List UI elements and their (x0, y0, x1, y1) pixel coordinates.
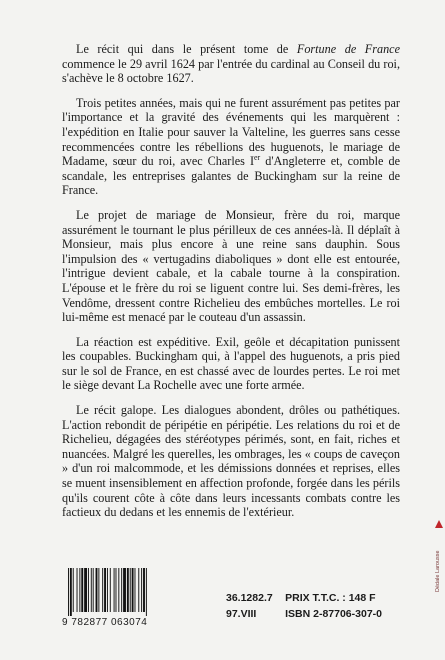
isbn: ISBN 2-87706-307-0 (285, 608, 382, 620)
barcode-bar (118, 568, 119, 612)
barcode-bar (77, 568, 78, 612)
paragraph-2-superscript: er (254, 153, 261, 163)
paragraph-1-before: Le récit qui dans le présent tome de (76, 42, 297, 56)
red-arrow-icon (435, 520, 443, 528)
publication-info (62, 568, 400, 628)
barcode-bar (110, 568, 111, 612)
barcode-bar (88, 568, 89, 612)
paragraph-2-after: d'Angleterre et, comble de scandale, les entreprises galantes de Buckingham sur la reine de France. (62, 154, 400, 198)
back-cover-text (62, 42, 400, 530)
barcode-bar (135, 568, 136, 612)
paragraph-2 (62, 96, 400, 198)
paragraph-1-after: commence le 29 avril 1624 par l'entrée du cardinal au Conseil du roi, s'achève le 8 octobre 1627. (62, 56, 400, 86)
barcode-bar (81, 568, 83, 612)
side-label: Dédale Larousse (435, 550, 441, 592)
barcode-bar (70, 568, 72, 616)
paragraph-4: La réaction est expéditive. Exil, geôle et décapitation punissent les coupables. Buckingham qui, à l'appel des huguenots, a pris pied sur le sol de France, en est chassé avec de lourdes pertes. Le roi met le siège devant La Rochelle avec une forte armée. (62, 334, 400, 393)
price-isbn (285, 590, 382, 622)
barcode-bar (68, 568, 69, 616)
barcode-bar (107, 568, 108, 612)
paragraph-3: Le projet de mariage de Monsieur, frère du roi, marque assurément le tournant le plus périlleux de ces années-là. Il déplaît à Monsieur, mais plus encore à une reine sans dauphin. Sous l'impulsion des « vertugadins diaboliques » dont elle est entourée, l'intrigue devient cabale, et la cabale tourne à la conspiration. L'épouse et le frère du roi se liguent contre lui. Ses demi-frères, les Vendôme, dressent contre Richelieu des embûches mortelles. Le roi lui-même est menacé par le couteau d'un assassin. (62, 207, 400, 325)
barcode-bar (73, 568, 74, 612)
barcode-bar (114, 568, 115, 612)
price: PRIX T.T.C. : 148 F (285, 592, 376, 604)
barcode-bar (130, 568, 131, 612)
barcode-bar (132, 568, 134, 612)
barcode-bar (104, 568, 106, 612)
barcode (62, 568, 180, 628)
barcode-bar (93, 568, 94, 612)
catalog-code-1: 36.1282.7 (226, 592, 273, 604)
barcode-bar (96, 568, 98, 612)
barcode-bar (102, 568, 103, 612)
barcode-bar (146, 568, 147, 616)
barcode-bar (91, 568, 92, 612)
barcode-bar (123, 568, 126, 612)
barcode-bar (116, 568, 117, 612)
barcode-bar (138, 568, 139, 612)
barcode-bar (143, 568, 145, 612)
paragraph-1 (62, 42, 400, 86)
barcode-bar (141, 568, 142, 612)
barcode-bar (121, 568, 122, 612)
publisher-side-mark (433, 520, 445, 630)
barcode-digits: 9 782877 063074 (62, 617, 148, 628)
catalog-codes (226, 590, 273, 622)
catalog-code-2: 97.VIII (226, 608, 257, 620)
barcode-bar (127, 568, 129, 612)
book-title: Fortune de France (296, 42, 401, 56)
paragraph-2-before: Trois petites années, mais qui ne furent assurément pas petites par l'importance et la gravité des événements qui les marquèrent : l'expédition en Italie pour sauver la Valteline, les guerres sans cesse recommencées contre les rébellions des huguenots, le mariage de Madame, sœur du roi, avec Charles I (62, 95, 400, 169)
barcode-bars (62, 568, 180, 616)
barcode-bar (84, 568, 87, 612)
barcode-bar (79, 568, 80, 612)
barcode-bar (98, 568, 99, 612)
paragraph-5: Le récit galope. Les dialogues abondent, drôles ou pathétiques. L'action rebondit de péripétie en péripétie. Les relations du roi et de Richelieu, dégagées des stéréotypes périmés, sont, en fait, riches et nuancées. Malgré les querelles, les ombrages, les « coups de caveçon » d'un roi malcommode, et les démissions données et reprises, elles se muent insensiblement en affection profonde, forgée dans les périls qu'ils courent côte à côte dans leurs incessants combats contre les factieux du dedans et les ennemis de l'extérieur. (62, 403, 400, 520)
